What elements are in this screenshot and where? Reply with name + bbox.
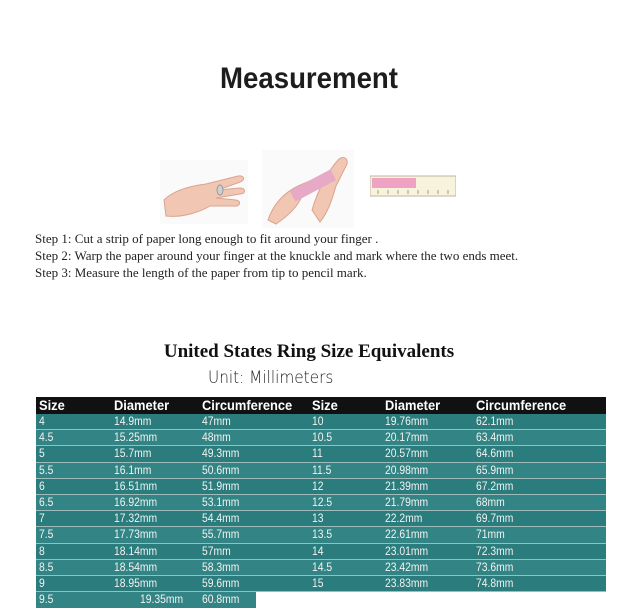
- cell-size: 14: [312, 545, 324, 558]
- ring-size-table: [36, 397, 606, 608]
- cell-size: 10: [312, 416, 324, 428]
- cell-diameter: 20.17mm: [385, 432, 429, 445]
- cell-diameter: 22.61mm: [385, 529, 429, 542]
- cell-diameter: 20.98mm: [385, 464, 429, 477]
- cell-diameter: 16.1mm: [114, 464, 152, 477]
- cell-circumference: 62.1mm: [476, 416, 514, 428]
- cell-circumference: 72.3mm: [476, 545, 514, 558]
- cell-circumference: 73.6mm: [476, 561, 514, 574]
- cell-size: 7.5: [39, 529, 54, 542]
- cell-diameter: 18.14mm: [114, 545, 158, 558]
- table-row: [36, 527, 606, 543]
- table-row: [36, 463, 606, 479]
- cell-size: 7: [39, 513, 45, 526]
- header-circumference: Circumference: [476, 397, 567, 413]
- cell-size: 4: [39, 416, 45, 428]
- cell-diameter: 23.01mm: [385, 545, 429, 558]
- cell-size: 6: [39, 480, 45, 493]
- cell-circumference: 74.8mm: [476, 577, 514, 590]
- cell-diameter: 17.32mm: [114, 513, 158, 526]
- cell-diameter: 19.76mm: [385, 416, 429, 428]
- cell-size: 4.5: [39, 432, 54, 445]
- table-row: [36, 511, 606, 527]
- table-row: [36, 544, 606, 560]
- cell-circumference: 53.1mm: [202, 496, 240, 509]
- cell-circumference: 54.4mm: [202, 513, 240, 526]
- table-row: [36, 495, 606, 511]
- cell-circumference: 48mm: [202, 432, 231, 445]
- step-2: Step 2: Warp the paper around your finger at the knuckle and mark where the two ends meet.: [35, 248, 519, 263]
- cell-diameter: 23.42mm: [385, 561, 429, 574]
- header-diameter: Diameter: [385, 397, 441, 413]
- cell-size: 11.5: [312, 464, 332, 477]
- step-3: Step 3: Measure the length of the paper from tip to pencil mark.: [35, 265, 367, 280]
- cell-diameter: 21.79mm: [385, 496, 429, 509]
- step-1: Step 1: Cut a strip of paper long enough to fit around your finger .: [35, 231, 379, 246]
- cell-size: 14.5: [312, 561, 333, 574]
- cell-circumference: 69.7mm: [476, 513, 514, 526]
- cell-circumference: 68mm: [476, 496, 505, 509]
- cell-diameter: 14.9mm: [114, 416, 152, 428]
- table-row: [36, 592, 606, 608]
- table-row: [36, 560, 606, 576]
- header-size: Size: [39, 397, 65, 413]
- instructions: [35, 230, 518, 281]
- cell-circumference: 57mm: [202, 545, 231, 558]
- table-unit: Unit: Millimeters: [208, 368, 334, 388]
- cell-diameter: 16.92mm: [114, 496, 158, 509]
- cell-diameter: 18.54mm: [114, 561, 158, 574]
- cell-diameter: 22.2mm: [385, 513, 423, 526]
- cell-diameter: 16.51mm: [114, 480, 158, 493]
- cell-size: 8.5: [39, 561, 54, 574]
- cell-circumference: 67.2mm: [476, 480, 514, 493]
- table-row: [36, 576, 606, 592]
- cell-size: 13.5: [312, 529, 333, 542]
- cell-diameter: 17.73mm: [114, 529, 158, 542]
- cell-size: 5.5: [39, 464, 54, 477]
- cell-circumference: 63.4mm: [476, 432, 514, 445]
- cell-size: 15: [312, 577, 324, 590]
- cell-diameter: 18.95mm: [114, 577, 158, 590]
- header-size: Size: [312, 397, 338, 413]
- cell-size: 9.5: [39, 594, 54, 607]
- page-title: Measurement: [220, 62, 398, 95]
- table-row: [36, 479, 606, 495]
- cell-size: 6.5: [39, 496, 54, 509]
- cell-size: 12: [312, 480, 324, 493]
- cell-diameter: 19.35mm: [140, 594, 184, 607]
- cell-circumference: 49.3mm: [202, 448, 240, 461]
- header-diameter: Diameter: [114, 397, 170, 413]
- cell-size: 10.5: [312, 432, 333, 445]
- cell-circumference: 60.8mm: [202, 594, 240, 607]
- ruler-illustration: [370, 172, 456, 200]
- cell-circumference: 71mm: [476, 529, 505, 542]
- table-row: [36, 446, 606, 462]
- cell-diameter: 15.7mm: [114, 448, 152, 461]
- table-row: [36, 430, 606, 446]
- wrapping-paper-illustration: [262, 150, 354, 228]
- cell-size: 13: [312, 513, 324, 526]
- cell-circumference: 58.3mm: [202, 561, 240, 574]
- cell-circumference: 59.6mm: [202, 577, 240, 590]
- cell-circumference: 55.7mm: [202, 529, 240, 542]
- cell-diameter: 23.83mm: [385, 577, 429, 590]
- cell-size: 8: [39, 545, 45, 558]
- hand-with-ring-illustration: [160, 160, 248, 224]
- cell-size: 12.5: [312, 496, 333, 509]
- cell-circumference: 65.9mm: [476, 464, 514, 477]
- table-row: [36, 414, 606, 430]
- cell-circumference: 47mm: [202, 416, 231, 428]
- cell-size: 5: [39, 448, 45, 461]
- cell-circumference: 50.6mm: [202, 464, 240, 477]
- cell-size: 11: [312, 448, 323, 461]
- cell-circumference: 51.9mm: [202, 480, 240, 493]
- cell-diameter: 21.39mm: [385, 480, 429, 493]
- header-circumference: Circumference: [202, 397, 293, 413]
- table-title: United States Ring Size Equivalents: [163, 341, 455, 362]
- cell-diameter: 20.57mm: [385, 448, 429, 461]
- cell-size: 9: [39, 577, 45, 590]
- cell-circumference: 64.6mm: [476, 448, 514, 461]
- cell-diameter: 15.25mm: [114, 432, 158, 445]
- table-header: [36, 397, 606, 414]
